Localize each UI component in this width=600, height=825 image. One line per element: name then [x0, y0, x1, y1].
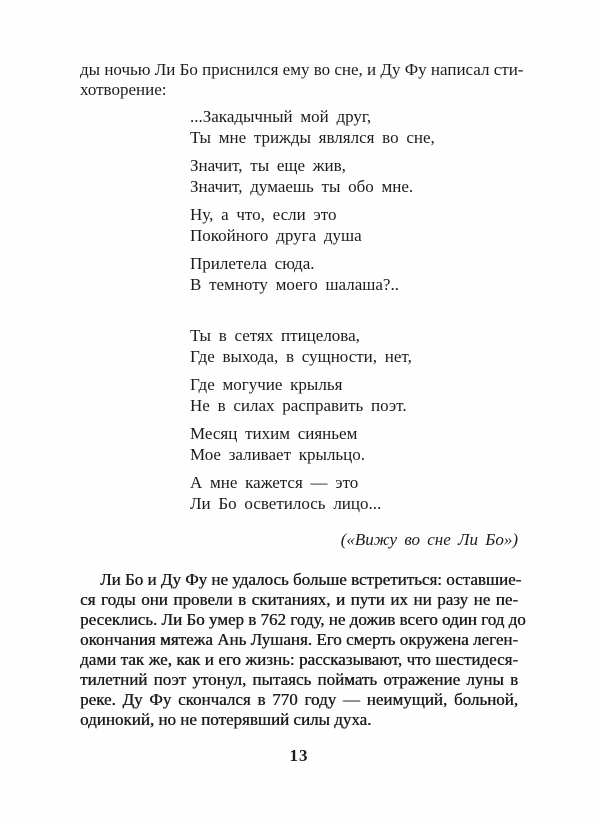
text-line: хотворение:	[80, 80, 167, 99]
paragraph-line: дами так же, как и его жизнь: рассказывают, что шестидеся-	[80, 650, 518, 669]
poem-line: Мое заливает крыльцо.	[190, 445, 366, 464]
poem-line: Ну, а что, если это	[190, 205, 337, 224]
paragraph-line: ресеклись. Ли Бо умер в 762 году, не дожив всего один год до	[80, 610, 526, 629]
paragraph-line: окончания мятежа Ань Лушаня. Его смерть окружена леген-	[80, 630, 518, 649]
poem-line: Где выхода, в сущности, нет,	[190, 347, 412, 366]
paragraph-line: Ли Бо и Ду Фу не удалось больше встретиться: оставшие-	[100, 570, 522, 589]
poem-line: Значит, ты еще жив,	[190, 156, 346, 175]
poem-line: Прилетела сюда.	[190, 254, 315, 273]
poem-line: Ли Бо осветилось лицо...	[190, 494, 382, 513]
poem-line: В темноту моего шалаша?..	[190, 275, 399, 294]
paragraph-line: тилетний поэт утонул, пытаясь поймать отражение луны в	[80, 670, 518, 689]
poem-stanza	[190, 204, 520, 246]
poem-line: Не в силах расправить поэт.	[190, 396, 407, 415]
paragraph-line: реке. Ду Фу скончался в 770 году — неимущий, больной,	[80, 690, 518, 709]
poem-stanza	[190, 472, 520, 514]
poem-stanza	[190, 423, 520, 465]
poem-line: Значит, думаешь ты обо мне.	[190, 177, 414, 196]
page-number: 13	[289, 746, 309, 765]
poem-block	[190, 106, 520, 521]
poem-line: Где могучие крылья	[190, 375, 343, 394]
intro-paragraph	[80, 60, 524, 100]
poem-line: Ты мне трижды являлся во сне,	[190, 128, 435, 147]
poem-line: Ты в сетях птицелова,	[190, 326, 360, 345]
poem-stanza	[190, 374, 520, 416]
text-line: ды ночью Ли Бо приснился ему во сне, и Ду Фу написал сти-	[80, 60, 524, 79]
poem-stanza	[190, 106, 520, 148]
poem-attribution: («Вижу во сне Ли Бо»)	[340, 530, 518, 549]
poem-stanza	[190, 155, 520, 197]
poem-stanza	[190, 253, 520, 295]
paragraph-line: одинокий, но не потерявший силы духа.	[80, 710, 372, 729]
poem-line: ...Закадычный мой друг,	[190, 107, 372, 126]
poem-line: Месяц тихим сияньем	[190, 424, 358, 443]
poem-stanza	[190, 325, 520, 367]
poem-line: Покойного друга душа	[190, 226, 362, 245]
poem-line: А мне кажется — это	[190, 473, 359, 492]
body-paragraph	[80, 570, 526, 730]
paragraph-line: ся годы они провели в скитаниях, и пути их ни разу не пе-	[80, 590, 518, 609]
